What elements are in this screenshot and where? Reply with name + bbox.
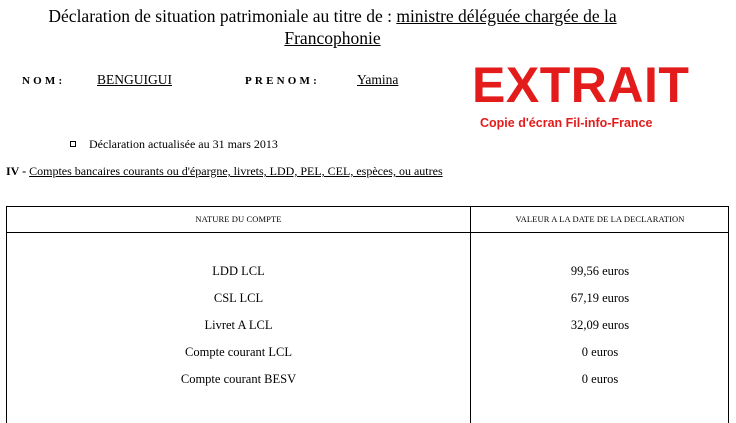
section-heading [6,164,443,179]
extrait-stamp: EXTRAIT [472,57,690,113]
section-number: IV - [6,164,27,178]
account-value: 0 euros [581,372,619,386]
declaration-note-text: Déclaration actualisée au 31 mars 2013 [89,137,278,151]
stamp-caption: Copie d'écran Fil-info-France [480,116,653,130]
nom-label: NOM: [22,75,66,87]
declaration-note [70,137,278,152]
square-bullet-icon [70,141,76,147]
section-title: Comptes bancaires courants ou d'épargne, livrets, LDD, PEL, CEL, espèces, ou autres [29,164,443,178]
prenom-label: PRENOM: [245,75,320,87]
header-divider [7,232,728,233]
account-nature: CSL LCL [213,291,264,305]
column-divider [470,207,471,423]
column-header-valeur: VALEUR A LA DATE DE LA DECLARATION [515,214,685,224]
account-value: 99,56 euros [570,264,630,278]
title-role-line1: ministre déléguée chargée de la [396,6,617,26]
account-nature: Livret A LCL [204,318,273,332]
account-value: 0 euros [581,345,619,359]
account-nature: Compte courant BESV [180,372,297,386]
account-value: 32,09 euros [570,318,630,332]
account-nature: LDD LCL [212,264,265,278]
nom-value: BENGUIGUI [97,72,172,87]
column-header-nature: NATURE DU COMPTE [195,214,282,224]
title-role-line2: Francophonie [284,28,381,48]
accounts-table [6,206,729,423]
title-prefix: Déclaration de situation patrimoniale au titre de : [48,6,392,26]
prenom-value: Yamina [357,72,399,87]
account-nature: Compte courant LCL [185,345,292,359]
document-title [0,5,665,49]
account-value: 67,19 euros [570,291,630,305]
